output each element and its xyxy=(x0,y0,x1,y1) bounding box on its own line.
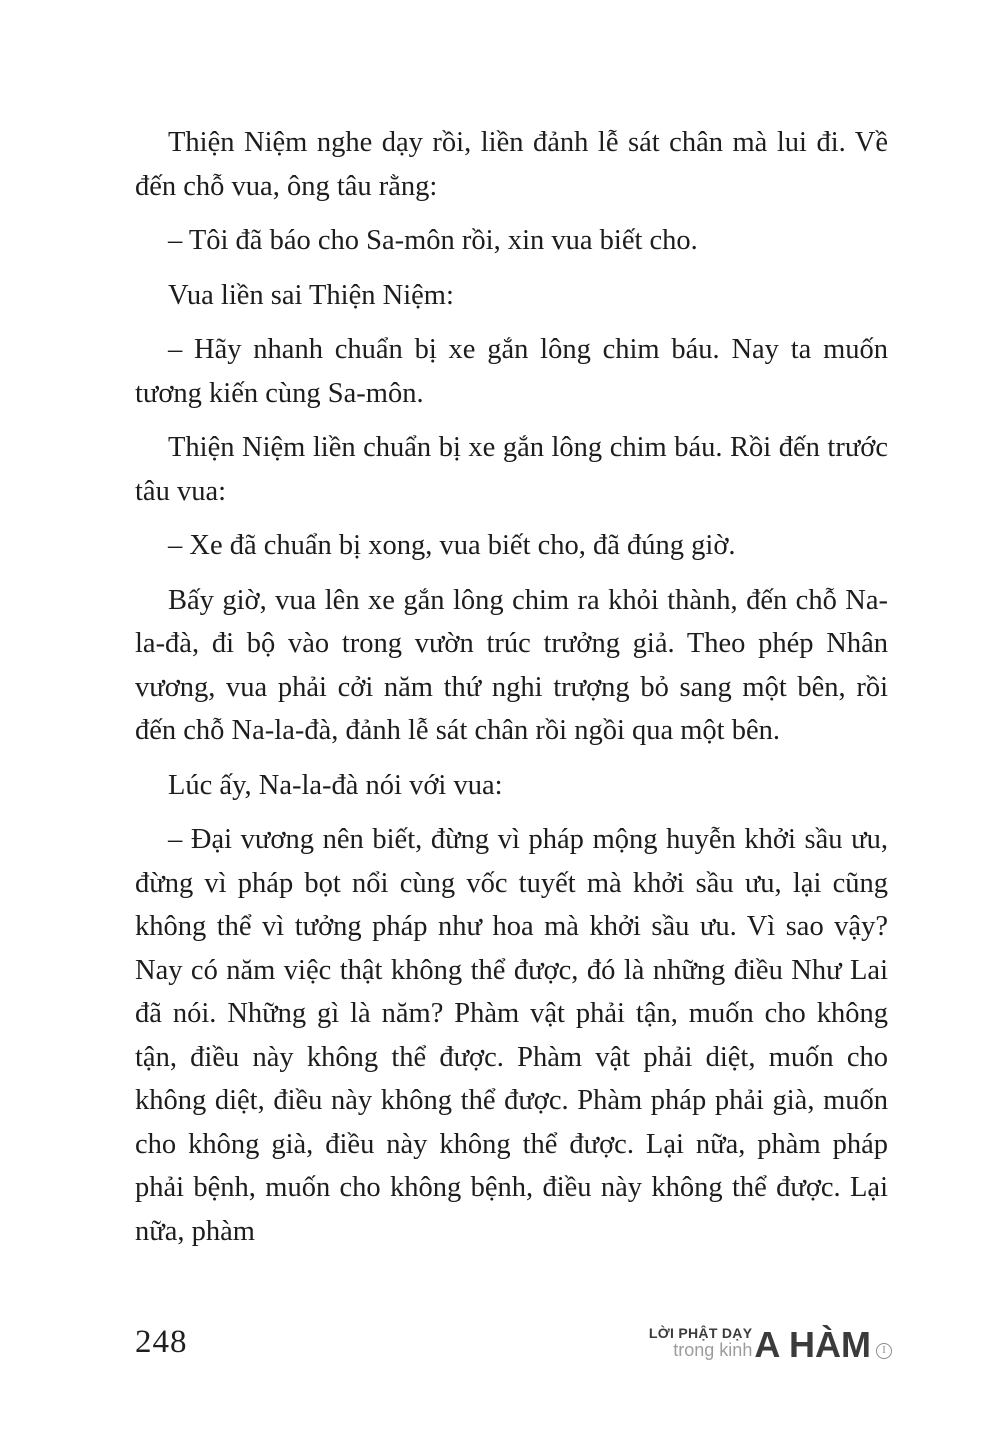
publisher-logo xyxy=(648,1324,892,1365)
paragraph: Thiện Niệm nghe dạy rồi, liền đảnh lễ sát chân mà lui đi. Về đến chỗ vua, ông tâu rằng: xyxy=(135,127,888,202)
paragraph: – Đại vương nên biết, đừng vì pháp mộng huyễn khởi sầu ưu, đừng vì pháp bọt nổi cùng vốc tuyết mà khởi sầu ưu, lại cũng không thể vì tưởng pháp như hoa mà khởi sầu ưu. Vì sao vậy? Nay có năm việc thật không thể được, đó là những điều Như Lai đã nói. Những gì là năm? Phàm vật phải tận, muốn cho không tận, điều này không thể được. Phàm vật phải diệt, muốn cho không diệt, điều này không thể được. Phàm pháp phải già, muốn cho không già, điều này không thể được. Lại nữa, phàm pháp phải bệnh, muốn cho không bệnh, điều này không thể được. Lại nữa, phàm xyxy=(135,824,888,1247)
paragraph: – Tôi đã báo cho Sa-môn rồi, xin vua biết cho. xyxy=(168,225,698,256)
volume-badge-icon: I xyxy=(876,1343,892,1359)
brand-title: A HÀM xyxy=(754,1324,871,1365)
page-number: 248 xyxy=(135,1324,188,1360)
paragraph: Thiện Niệm liền chuẩn bị xe gắn lông chim báu. Rồi đến trước tâu vua: xyxy=(135,432,888,507)
brand-tagline-bottom: trong kinh xyxy=(673,1340,753,1360)
brand-tagline xyxy=(649,1326,752,1361)
paragraph: Vua liền sai Thiện Niệm: xyxy=(168,279,454,311)
page-footer xyxy=(135,1322,892,1374)
paragraph: Lúc ấy, Na-la-đà nói với vua: xyxy=(168,769,503,801)
brand-tagline-top: LỜI PHẬT DẠY xyxy=(648,1325,753,1341)
paragraph: – Xe đã chuẩn bị xong, vua biết cho, đã đúng giờ. xyxy=(168,530,736,561)
paragraph: – Hãy nhanh chuẩn bị xe gắn lông chim báu. Nay ta muốn tương kiến cùng Sa-môn. xyxy=(135,334,888,409)
body-text xyxy=(135,121,888,1264)
paragraph: Bấy giờ, vua lên xe gắn lông chim ra khỏi thành, đến chỗ Na-la-đà, đi bộ vào trong vườn trúc trưởng giả. Theo phép Nhân vương, vua phải cởi năm thứ nghi trượng bỏ sang một bên, rồi đến chỗ Na-la-đà, đảnh lễ sát chân rồi ngồi qua một bên. xyxy=(135,584,888,746)
